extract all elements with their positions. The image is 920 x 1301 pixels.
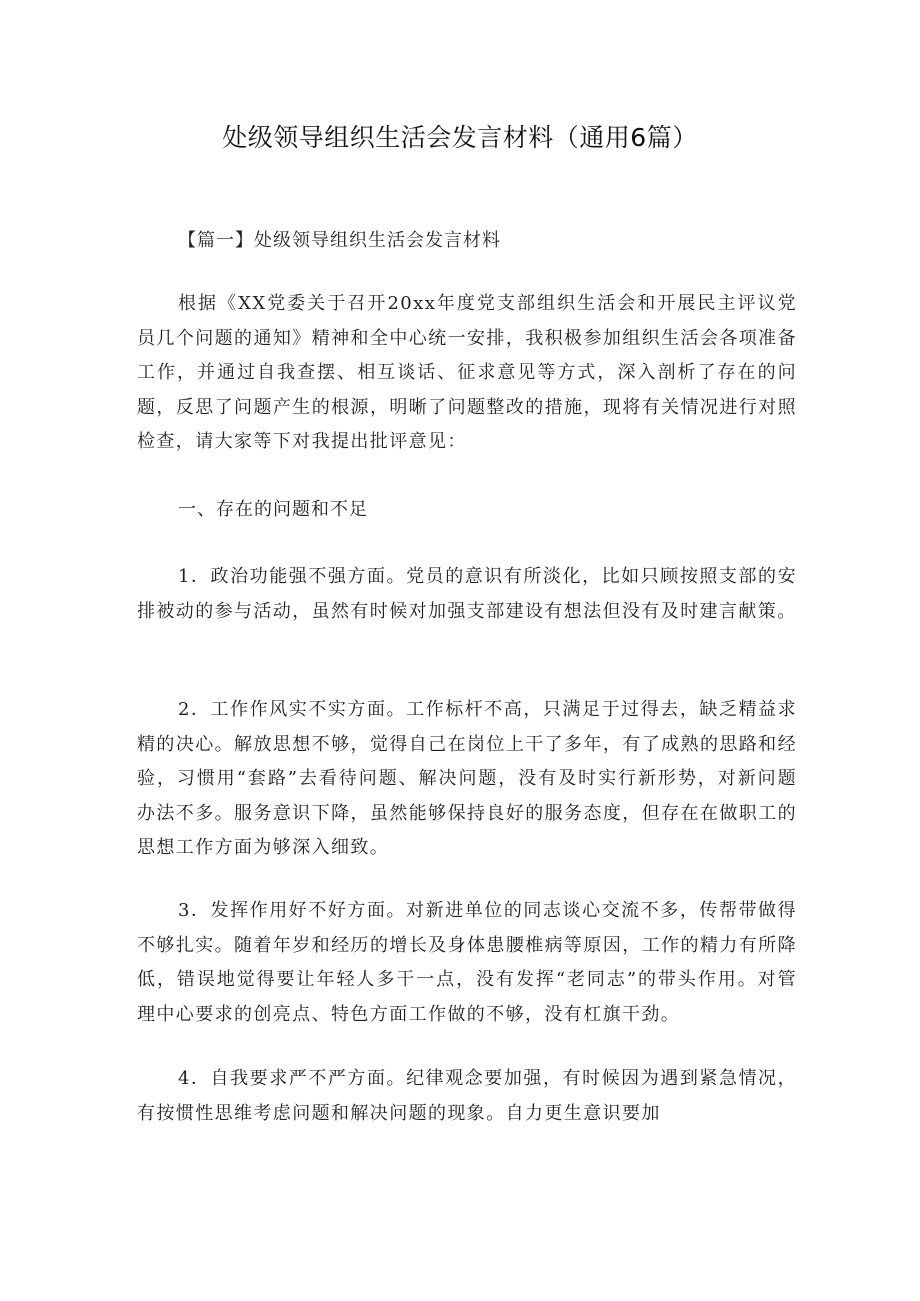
intro-paragraph: 根据《XX党委关于召开20xx年度党支部组织生活会和开展民主评议党员几个问题的通知》精神和全中心统一安排，我积极参加组织生活会各项准备工作，并通过自我查摆、相互谈话、征求意见等方式，深入剖析了存在的问题，反思了问题产生的根源，明晰了问题整改的措施，现将有关情况进行对照检查，请大家等下对我提出批评意见：: [137, 293, 797, 452]
problem-item-3: 3．发挥作用好不好方面。对新进单位的同志谈心交流不多，传帮带做得不够扎实。随着年岁和经历的增长及身体患腰椎病等原因，工作的精力有所降低，错误地觉得要让年轻人多干一点，没有发挥“老同志”的带头作用。对管理中心要求的创亮点、特色方面工作做的不够，没有杠旗干劲。: [137, 900, 797, 1025]
problem-item-1: 1．政治功能强不强方面。党员的意识有所淡化，比如只顾按照支部的安排被动的参与活动，虽然有时候对加强支部建设有想法但没有及时建言献策。: [137, 566, 797, 622]
problems-heading: 一、存在的问题和不足: [178, 499, 368, 520]
section-heading: 【篇一】处级领导组织生活会发言材料: [178, 230, 501, 251]
problem-item-4: 4．自我要求严不严方面。纪律观念要加强，有时候因为遇到紧急情况，有按惯性思维考虑问题和解决问题的现象。自力更生意识要加: [137, 1068, 797, 1124]
problem-item-2: 2．工作作风实不实方面。工作标杆不高，只满足于过得去，缺乏精益求精的决心。解放思想不够，觉得自己在岗位上干了多年，有了成熟的思路和经验，习惯用“套路”去看待问题、解决问题，没有及时实行新形势，对新问题办法不多。服务意识下降，虽然能够保持良好的服务态度，但存在在做职工的思想工作方面为够深入细致。: [137, 699, 797, 858]
document-title: 处级领导组织生活会发言材料（通用6篇）: [222, 123, 698, 152]
